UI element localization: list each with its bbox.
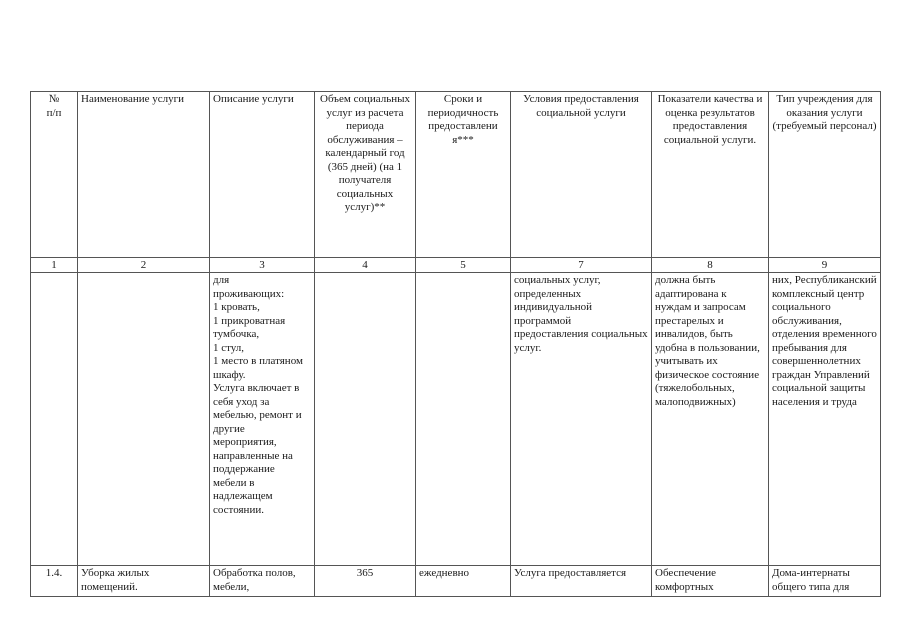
terms-cell: ежедневно [416, 566, 511, 597]
service-name-cell: Уборка жилых помещений. [78, 566, 210, 597]
table-cell [78, 273, 210, 566]
column-number: 4 [315, 258, 416, 273]
column-number: 5 [416, 258, 511, 273]
services-table [30, 91, 881, 597]
header-quality-indicators: Показатели качества и оценка результатов предоставления социальной услуги. [652, 92, 769, 258]
quality-cell: Обеспечение комфортных [652, 566, 769, 597]
table-cell [416, 273, 511, 566]
header-service-description: Описание услуги [210, 92, 315, 258]
column-number: 1 [31, 258, 78, 273]
table-cell [31, 273, 78, 566]
header-institution-type: Тип учреждения для оказания услуги (требуемый персонал) [769, 92, 881, 258]
service-description-cell: Обработка полов, мебели, [210, 566, 315, 597]
column-number-row [31, 258, 881, 273]
table-cell [315, 273, 416, 566]
column-number: 2 [78, 258, 210, 273]
header-number: № п/п [31, 92, 78, 258]
conditions-cell: Услуга предоставляется [511, 566, 652, 597]
institution-cell: Дома-интернаты общего типа для [769, 566, 881, 597]
table-row [31, 273, 881, 566]
conditions-cell: социальных услуг, определенных индивидуальной программой предоставления социальных услуг. [511, 273, 652, 566]
header-row [31, 92, 881, 258]
header-volume: Объем социальных услуг из расчета периода обслуживания – календарный год (365 дней) (на 1 получателя социальных услуг)** [315, 92, 416, 258]
column-number: 9 [769, 258, 881, 273]
table-row [31, 566, 881, 597]
header-terms: Сроки и периодичность предоставлени я*** [416, 92, 511, 258]
row-number-cell: 1.4. [31, 566, 78, 597]
header-service-name: Наименование услуги [78, 92, 210, 258]
column-number: 8 [652, 258, 769, 273]
header-conditions: Условия предоставления социальной услуги [511, 92, 652, 258]
institution-cell: них, Республиканский комплексный центр социального обслуживания, отделения временного пребывания для совершеннолетних граждан Управлений социальной защиты населения и труда [769, 273, 881, 566]
column-number: 7 [511, 258, 652, 273]
service-description-cell: для проживающих: 1 кровать, 1 прикроватная тумбочка, 1 стул, 1 место в платяном шкафу. Услуга включает в себя уход за мебелью, ремонт и другие мероприятия, направленные на поддержание мебели в надлежащем состоянии. [210, 273, 315, 566]
column-number: 3 [210, 258, 315, 273]
volume-cell: 365 [315, 566, 416, 597]
quality-cell: должна быть адаптирована к нуждам и запросам престарелых и инвалидов, быть удобна в пользовании, учитывать их физическое состояние (тяжелобольных, малоподвижных) [652, 273, 769, 566]
